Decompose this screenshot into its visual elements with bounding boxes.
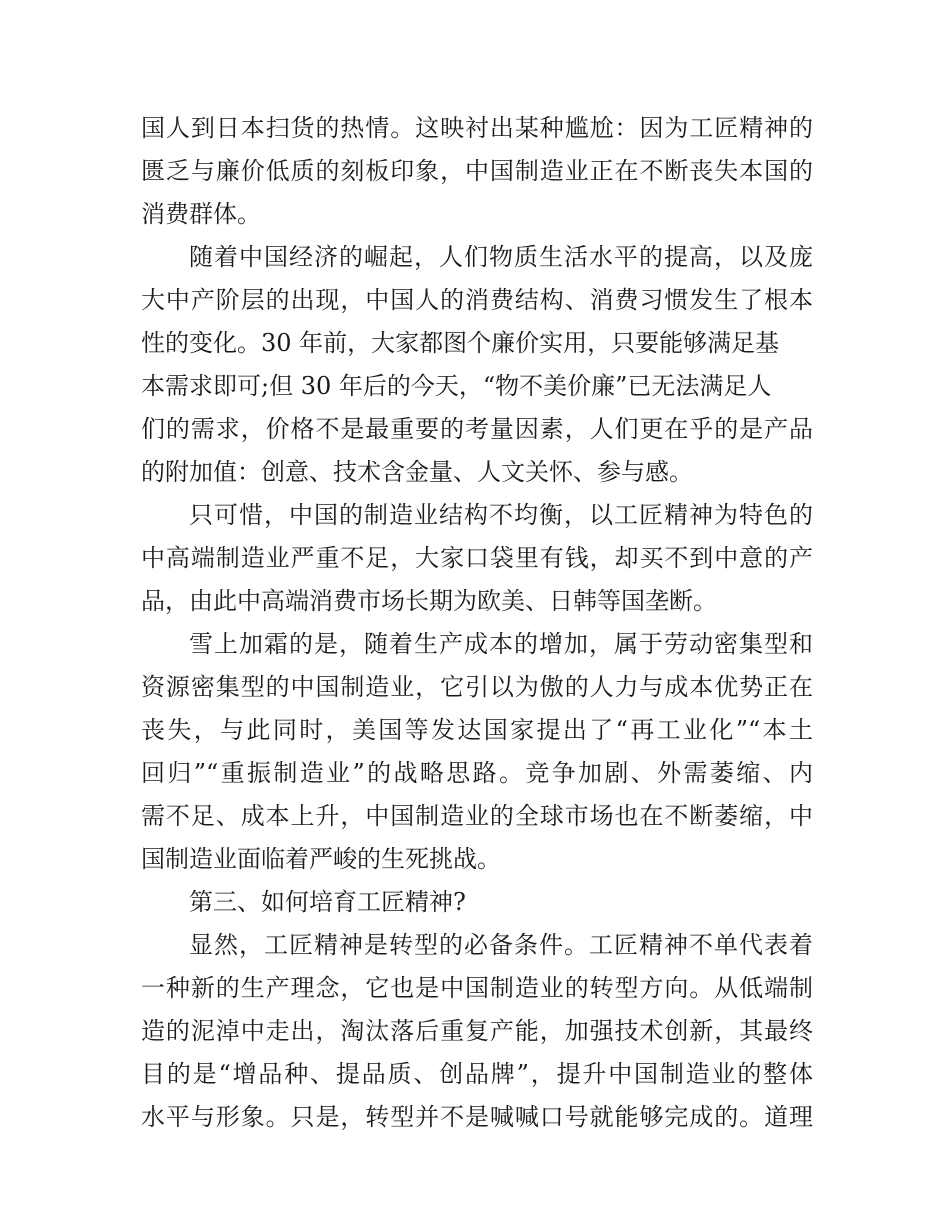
text-line: 一种新的生产理念，它也是中国制造业的转型方向。从低端制 bbox=[141, 974, 813, 1002]
text-line: 回归”“重振制造业”的战略思路。竞争加剧、外需萎缩、内 bbox=[141, 759, 813, 787]
text-line: 国人到日本扫货的热情。这映衬出某种尴尬：因为工匠精神的 bbox=[141, 114, 813, 142]
text-line: 只可惜，中国的制造业结构不均衡，以工匠精神为特色的 bbox=[189, 501, 813, 529]
text-line: 国制造业面临着严峻的生死挑战。 bbox=[141, 845, 501, 873]
text-line: 丧失，与此同时，美国等发达国家提出了“再工业化”“本土 bbox=[141, 716, 813, 744]
text-line: 本需求即可;但 30 年后的今天，“物不美价廉”已无法满足人 bbox=[141, 372, 772, 400]
text-line: 品，由此中高端消费市场长期为欧美、日韩等国垄断。 bbox=[141, 587, 717, 615]
text-line: 水平与形象。只是，转型并不是喊喊口号就能够完成的。道理 bbox=[141, 1103, 813, 1131]
text-line: 目的是“增品种、提品质、创品牌”，提升中国制造业的整体 bbox=[141, 1060, 813, 1088]
body-text bbox=[141, 107, 813, 1139]
text-line: 需不足、成本上升，中国制造业的全球市场也在不断萎缩，中 bbox=[141, 802, 813, 830]
text-line: 显然，工匠精神是转型的必备条件。工匠精神不单代表着 bbox=[189, 931, 813, 959]
text-line: 性的变化。30 年前，大家都图个廉价实用，只要能够满足基 bbox=[141, 329, 780, 357]
text-line: 雪上加霜的是，随着生产成本的增加，属于劳动密集型和 bbox=[189, 630, 813, 658]
text-line: 匮乏与廉价低质的刻板印象，中国制造业正在不断丧失本国的 bbox=[141, 157, 813, 185]
text-line: 造的泥淖中走出，淘汰落后重复产能，加强技术创新，其最终 bbox=[141, 1017, 813, 1045]
text-line: 第三、如何培育工匠精神? bbox=[189, 888, 466, 916]
text-line: 随着中国经济的崛起，人们物质生活水平的提高，以及庞 bbox=[189, 243, 813, 271]
text-line: 资源密集型的中国制造业，它引以为傲的人力与成本优势正在 bbox=[141, 673, 813, 701]
text-line: 消费群体。 bbox=[141, 200, 261, 228]
text-line: 大中产阶层的出现，中国人的消费结构、消费习惯发生了根本 bbox=[141, 286, 813, 314]
text-line: 们的需求，价格不是最重要的考量因素，人们更在乎的是产品 bbox=[141, 415, 813, 443]
text-line: 的附加值：创意、技术含金量、人文关怀、参与感。 bbox=[141, 458, 693, 486]
text-line: 中高端制造业严重不足，大家口袋里有钱，却买不到中意的产 bbox=[141, 544, 813, 572]
